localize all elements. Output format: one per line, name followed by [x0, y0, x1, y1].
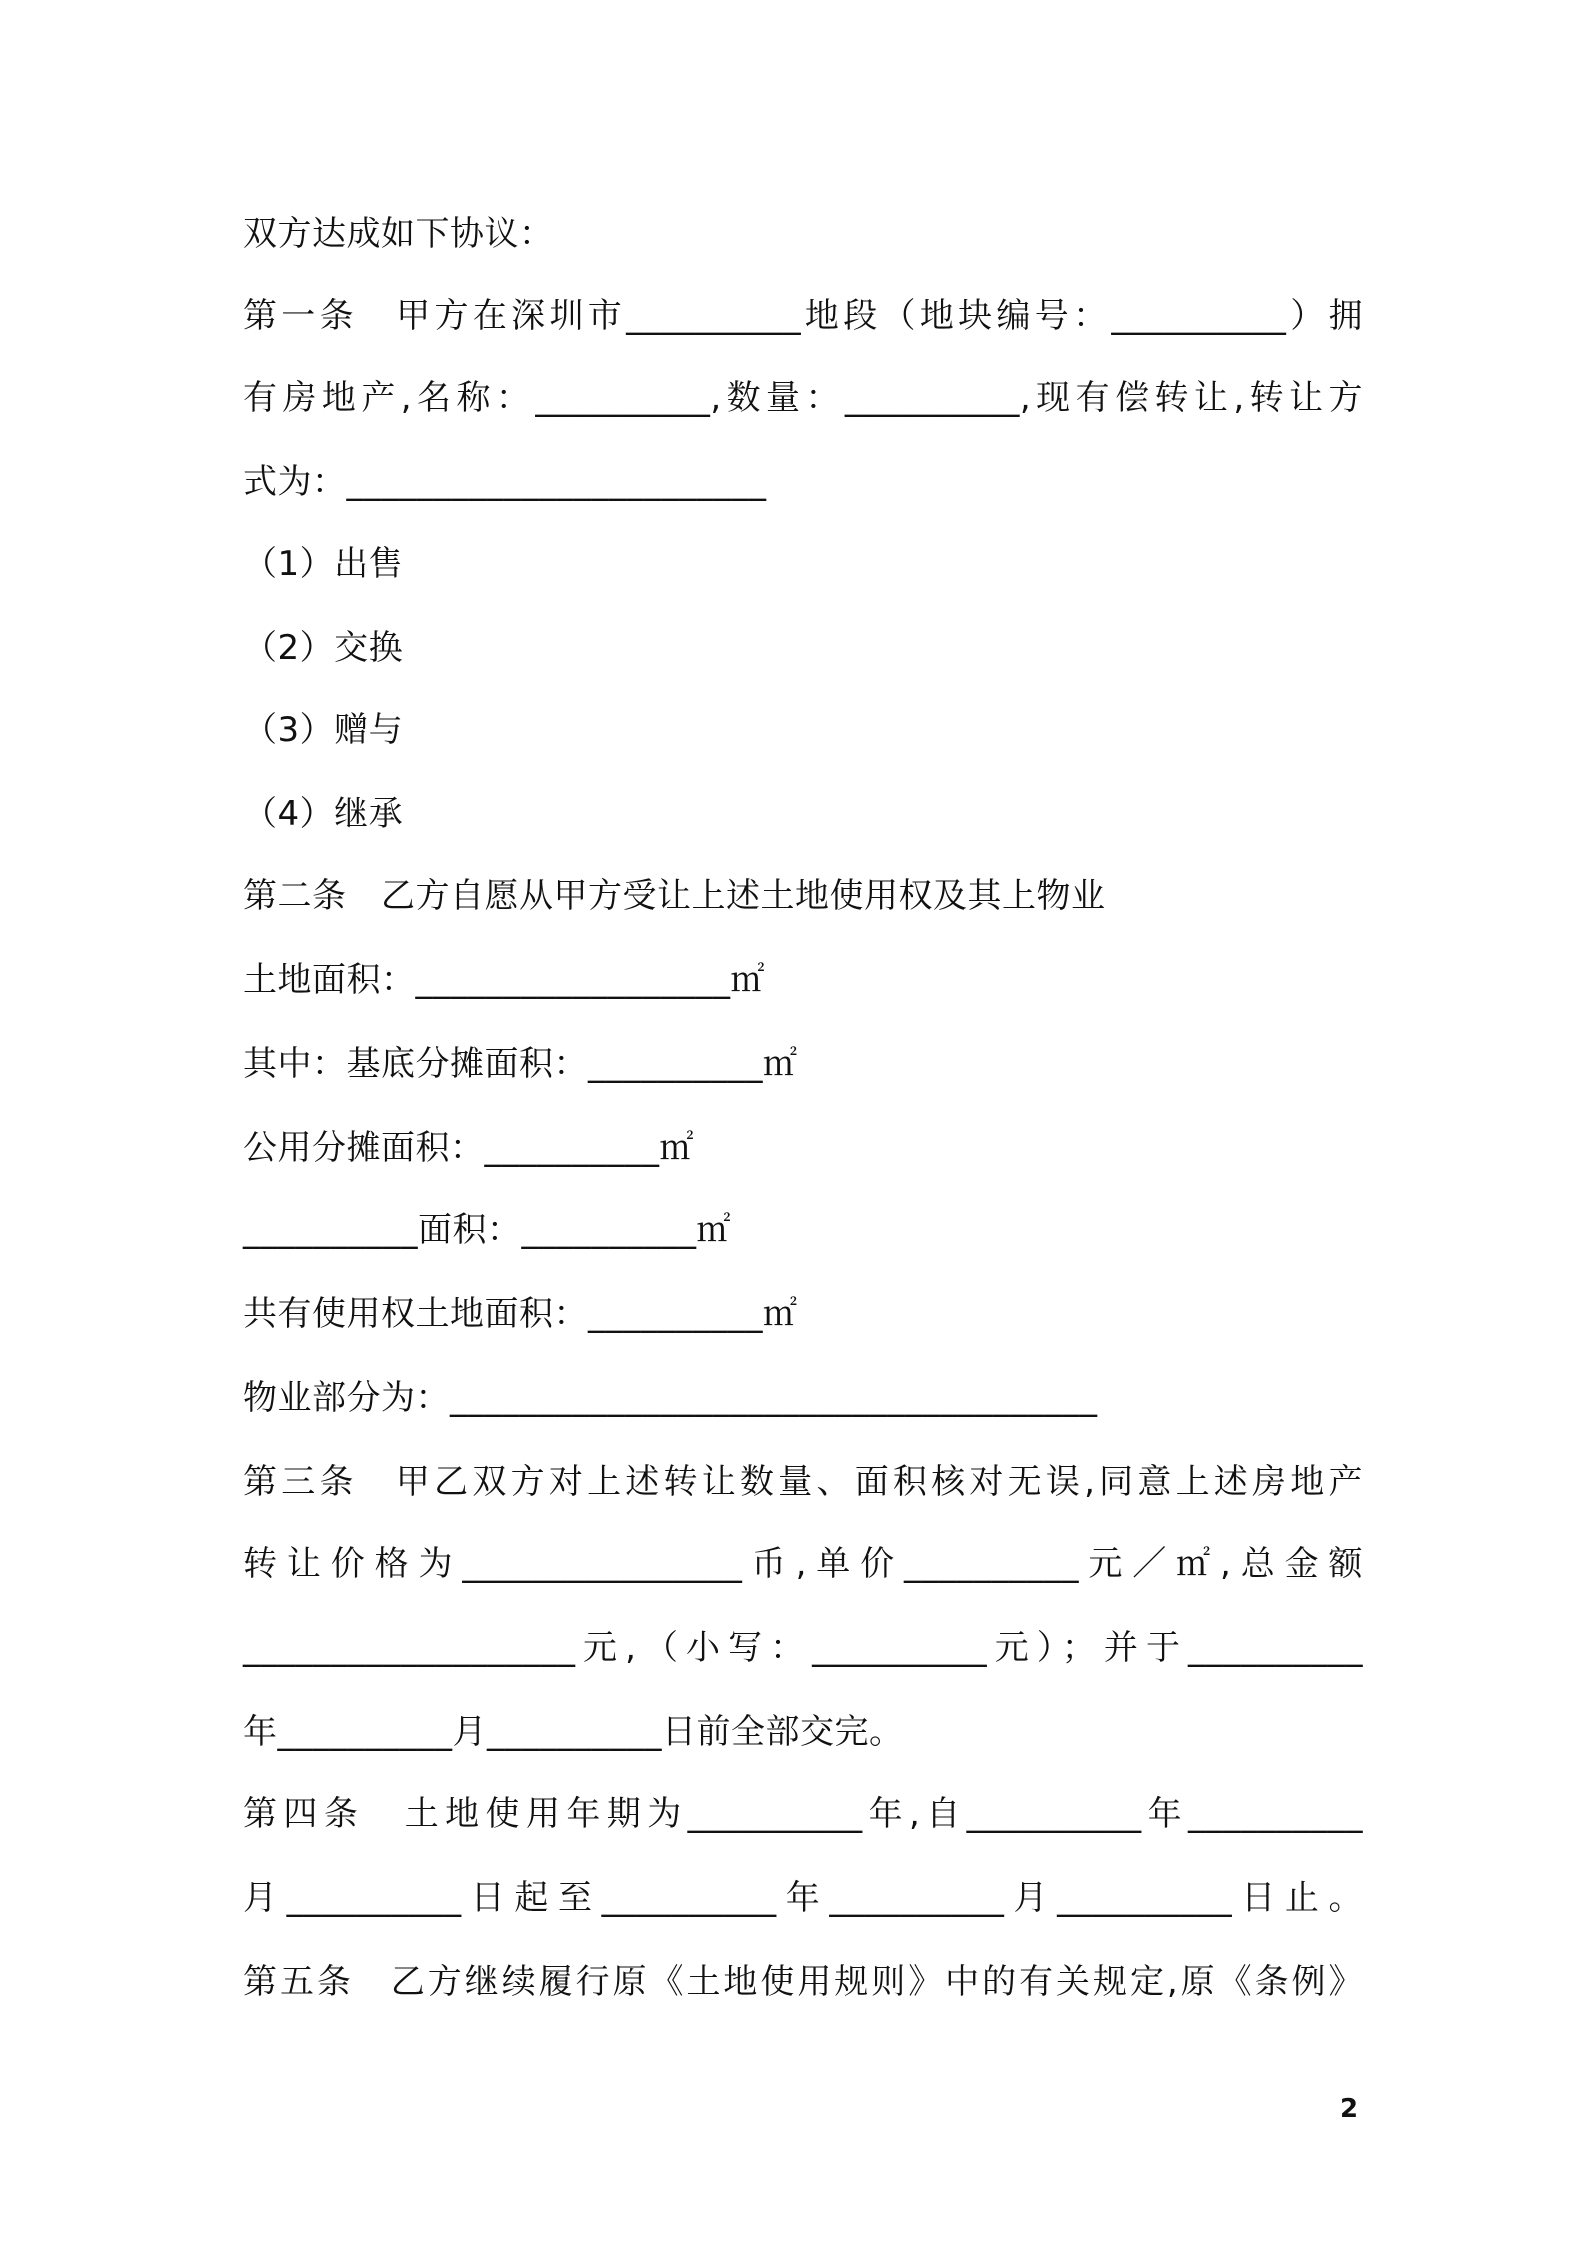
text-line: 有房地产,名称：__________,数量：__________,现有偿转让,转让方	[243, 378, 1363, 418]
page-number: 2	[1340, 2094, 1359, 2124]
text-line: 月__________日起至__________年__________月__________日止。	[243, 1878, 1363, 1918]
text-line: 年__________月__________日前全部交完。	[243, 1712, 904, 1752]
list-item: （2）交换	[243, 628, 404, 668]
list-item: （4）继承	[243, 794, 404, 834]
list-item: （3）赠与	[243, 710, 404, 750]
text-line: 第二条 乙方自愿从甲方受让上述土地使用权及其上物业	[243, 876, 1106, 916]
text-line: 第四条 土地使用年期为__________年,自__________年__________	[243, 1794, 1363, 1834]
list-item: （1）出售	[243, 544, 404, 584]
text-line: __________面积：__________㎡	[243, 1210, 731, 1250]
text-line: 式为：________________________	[243, 462, 767, 502]
text-line: 双方达成如下协议：	[243, 214, 554, 254]
text-line: 土地面积：__________________㎡	[243, 960, 765, 1000]
text-line: 转让价格为________________币,单价__________元／㎡,总金额	[243, 1544, 1363, 1584]
text-line: 其中：基底分摊面积：__________㎡	[243, 1044, 798, 1084]
text-line: 第三条 甲乙双方对上述转让数量、面积核对无误,同意上述房地产	[243, 1462, 1363, 1502]
text-line: 公用分摊面积：__________㎡	[243, 1128, 694, 1168]
text-line: ___________________元,（小写：__________元）；并于__________	[243, 1628, 1363, 1668]
text-line: 共有使用权土地面积：__________㎡	[243, 1294, 798, 1334]
text-line: 第一条 甲方在深圳市__________地段（地块编号：__________）拥	[243, 296, 1363, 336]
text-line: 第五条 乙方继续履行原《土地使用规则》中的有关规定,原《条例》	[243, 1962, 1363, 2002]
text-line: 物业部分为：_____________________________________	[243, 1378, 1098, 1418]
